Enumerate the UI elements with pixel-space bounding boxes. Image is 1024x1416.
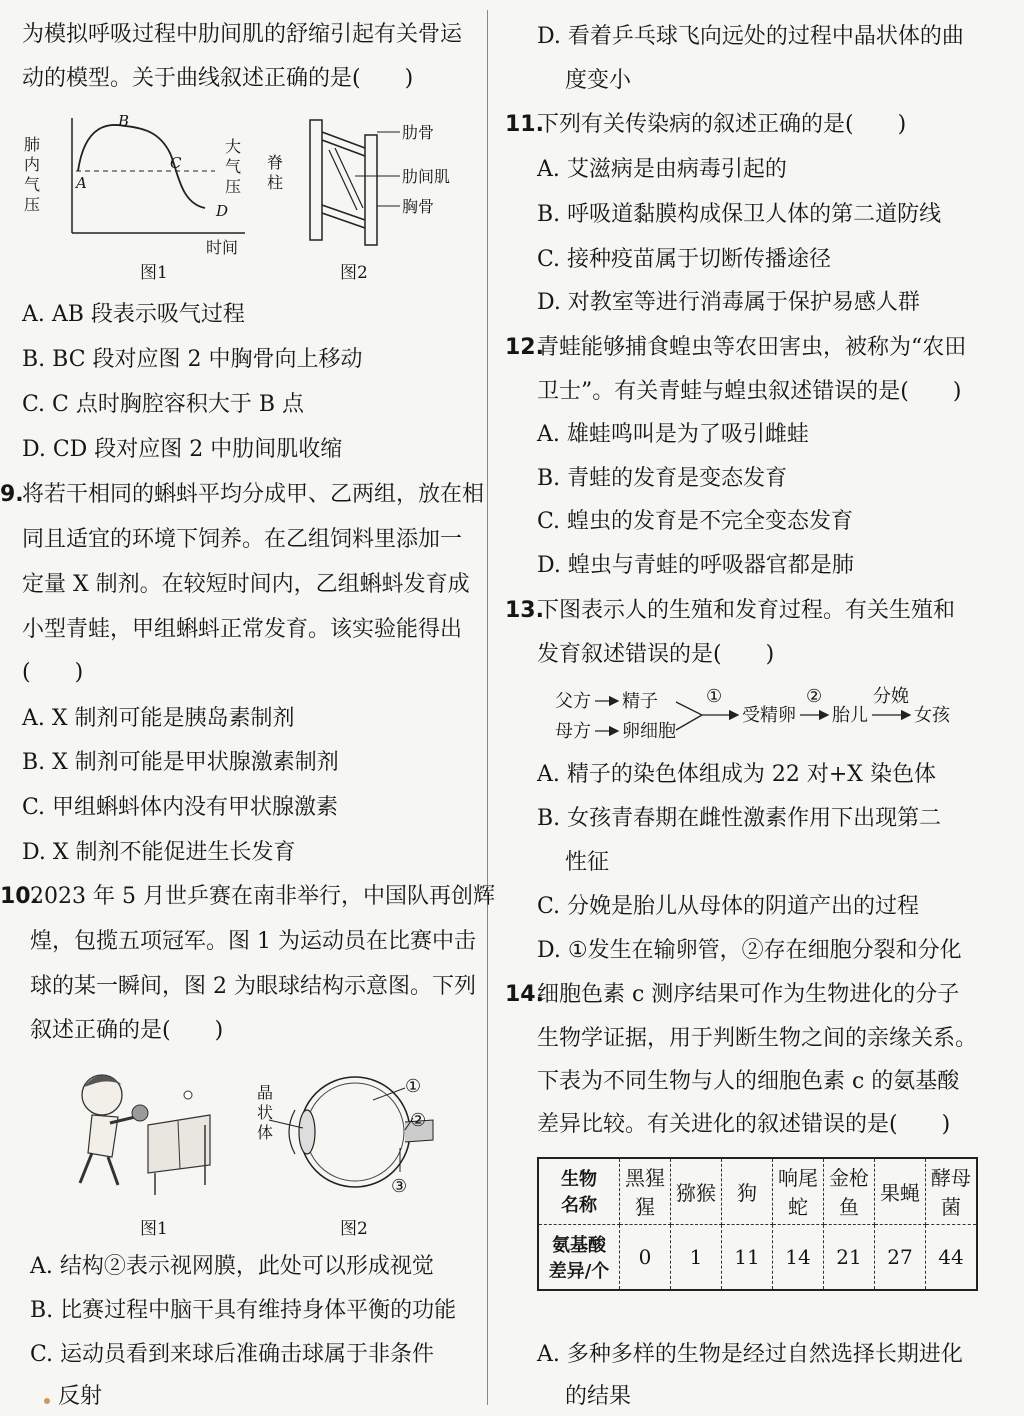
header-organism-line2: 名称 [561,1195,597,1217]
organism-2-l1: 狗 [737,1180,757,1205]
q9-stem-line3: 定量 X 制剂。在较短时间内，乙组蝌蚪发育成 [22,572,470,597]
flow-birth: 分娩 [873,686,909,707]
table-cell-organism [875,1158,926,1224]
q10-stem-line2: 煌，包揽五项冠军。图 1 为运动员在比赛中击 [30,929,476,954]
table-cell-diff: 11 [722,1224,773,1290]
table-cell-organism [926,1158,978,1224]
q8-option-b: B. BC 段对应图 2 中胸骨向上移动 [22,347,363,372]
q8-figure2-rib-model [265,110,480,260]
q9-stem-line1: 将若干相同的蝌蚪平均分成甲、乙两组，放在相 [22,482,485,507]
q10-fig1-caption: 图1 [140,1219,168,1239]
fig1-point-d: D [216,202,229,220]
eye-marker-1: ① [405,1076,422,1097]
table-cell-diff: 1 [671,1224,722,1290]
fig1-atm-3: 压 [225,177,242,196]
table-header-organism [538,1158,620,1224]
q10-stem-line3: 球的某一瞬间，图 2 为眼球结构示意图。下列 [30,974,476,999]
flow-fetus: 胎儿 [832,705,868,726]
fig2-rib-label: 肋骨 [402,123,435,142]
table-row-differences [538,1224,977,1290]
q13-number: 13. [505,598,544,623]
q14-option-a-line1: A. 多种多样的生物是经过自然选择长期进化 [537,1342,963,1367]
q13-option-b-line2: 性征 [565,850,610,875]
flow-egg: 卵细胞 [622,721,676,742]
q14-number: 14. [505,982,544,1007]
flow-father: 父方 [555,691,591,712]
table-cell-organism [620,1158,671,1224]
table-cell-organism [773,1158,824,1224]
organism-0-l2: 猩 [635,1195,655,1220]
fig1-ylabel-3: 气 [24,175,41,194]
flow-mother: 母方 [555,721,591,742]
fig1-point-c: C [170,154,182,172]
q8-option-d: D. CD 段对应图 2 中肋间肌收缩 [22,437,343,462]
q11-option-c: C. 接种疫苗属于切断传播途径 [537,247,832,272]
fig1-ylabel-2: 内 [24,155,41,174]
q9-stem-line5: ( ) [22,660,84,685]
organism-0-l1: 黑猩 [625,1166,665,1191]
flow-step1: ① [706,686,723,707]
q13-stem-line2: 发育叙述错误的是( ) [537,642,775,667]
q10-stem-line4: 叙述正确的是( ) [30,1018,224,1043]
header-diff-line1: 氨基酸 [552,1234,606,1256]
eye-lens-label-3: 体 [257,1123,274,1142]
q12-option-d: D. 蝗虫与青蛙的呼吸器官都是肺 [537,553,854,578]
table-cell-diff: 0 [620,1224,671,1290]
organism-6-l2: 菌 [941,1195,961,1220]
header-diff-line2: 差异/个 [548,1260,610,1282]
fig1-ylabel-1: 肺 [24,135,41,154]
fig1-atm-2: 气 [225,157,242,176]
table-cell-diff: 27 [875,1224,926,1290]
organism-3-l2: 蛇 [788,1195,808,1220]
q9-option-d: D. X 制剂不能促进生长发育 [22,840,296,865]
q9-stem-line2: 同且适宜的环境下饲养。在乙组饲料里添加一 [22,527,463,552]
table-cell-organism [722,1158,773,1224]
flow-girl: 女孩 [914,705,950,726]
q8-option-a: A. AB 段表示吸气过程 [22,302,245,327]
q10-option-c-line1: C. 运动员看到来球后准确击球属于非条件 [30,1342,435,1367]
eye-marker-2: ② [410,1110,427,1131]
q10-figure1-player [70,1065,220,1200]
organism-1-l1: 猕猴 [676,1180,716,1205]
column-divider [487,10,488,1405]
organism-4-l2: 鱼 [839,1195,859,1220]
q10-fig2-caption: 图2 [340,1219,368,1239]
q11-option-b: B. 呼吸道黏膜构成保卫人体的第二道防线 [537,202,942,227]
q8-stem-line1: 为模拟呼吸过程中肋间肌的舒缩引起有关骨运 [22,22,463,47]
cytochrome-c-table [537,1157,978,1291]
q8-option-c: C. C 点时胸腔容积大于 B 点 [22,392,305,417]
q9-stem-line4: 小型青蛙，甲组蝌蚪正常发育。该实验能得出 [22,617,463,642]
organism-4-l1: 金枪 [829,1166,869,1191]
q13-stem-line1: 下图表示人的生殖和发育过程。有关生殖和 [537,598,956,623]
q8-fig2-caption: 图2 [340,263,368,283]
q11-number: 11. [505,112,544,137]
organism-6-l1: 酵母 [931,1166,971,1191]
table-cell-diff: 21 [824,1224,875,1290]
table-header-difference [538,1224,620,1290]
q9-number: 9. [0,482,24,507]
table-cell-organism [824,1158,875,1224]
eye-lens-label-2: 状 [257,1103,274,1122]
q12-option-a: A. 雄蛙鸣叫是为了吸引雌蛙 [537,422,809,447]
q10-option-c-line2: 反射 [58,1384,103,1409]
eye-marker-3: ③ [391,1176,408,1197]
fig1-point-b: B [118,112,130,130]
flow-zygote: 受精卵 [742,705,796,726]
q9-option-a: A. X 制剂可能是胰岛素制剂 [22,706,295,731]
q13-option-a: A. 精子的染色体组成为 22 对+X 染色体 [537,762,936,787]
q13-reproduction-flowchart [550,680,970,748]
q10-option-d-line2: 度变小 [565,68,632,93]
fig2-sternum-label: 胸骨 [402,197,435,216]
q12-number: 12. [505,335,544,360]
q9-option-c: C. 甲组蝌蚪体内没有甲状腺激素 [22,795,339,820]
table-cell-diff: 44 [926,1224,978,1290]
q10-option-a: A. 结构②表示视网膜，此处可以形成视觉 [30,1254,434,1279]
q10-option-b: B. 比赛过程中脑干具有维持身体平衡的功能 [30,1298,457,1323]
q9-option-b: B. X 制剂可能是甲状腺激素制剂 [22,750,339,775]
fig2-spine-2: 柱 [267,173,284,192]
q11-option-d: D. 对教室等进行消毒属于保护易感人群 [537,290,920,315]
table-cell-organism [671,1158,722,1224]
bullet-dot [44,1398,50,1404]
q12-stem-line1: 青蛙能够捕食蝗虫等农田害虫，被称为“农田 [537,335,967,360]
q14-stem-line3: 下表为不同生物与人的细胞色素 c 的氨基酸 [537,1069,960,1094]
q11-option-a: A. 艾滋病是由病毒引起的 [537,157,787,182]
fig1-atm-1: 大 [225,137,242,156]
flow-sperm: 精子 [622,691,658,712]
fig1-point-a: A [76,174,87,192]
q13-option-d: D. ①发生在输卵管，②存在细胞分裂和分化 [537,938,962,963]
q13-option-b-line1: B. 女孩青春期在雌性激素作用下出现第二 [537,806,942,831]
table-cell-diff: 14 [773,1224,824,1290]
fig1-xlabel: 时间 [206,238,239,257]
fig2-spine-1: 脊 [267,153,284,172]
q12-option-c: C. 蝗虫的发育是不完全变态发育 [537,509,854,534]
eye-lens-label-1: 晶 [257,1083,274,1102]
fig2-intercostal-label: 肋间肌 [402,167,451,186]
q13-option-c: C. 分娩是胎儿从母体的阴道产出的过程 [537,894,920,919]
q8-stem-line2: 动的模型。关于曲线叙述正确的是( ) [22,66,414,91]
header-organism-line1: 生物 [561,1169,597,1191]
q14-stem-line4: 差异比较。有关进化的叙述错误的是( ) [537,1112,951,1137]
q14-stem-line2: 生物学证据，用于判断生物之间的亲缘关系。 [537,1026,978,1051]
flow-step2: ② [806,686,823,707]
q10-stem-line1: 2023 年 5 月世乒赛在南非举行，中国队再创辉 [30,884,495,909]
q14-option-a-line2: 的结果 [565,1384,632,1409]
table-row-organisms [538,1158,977,1224]
q12-stem-line2: 卫士”。有关青蛙与蝗虫叙述错误的是( ) [537,379,962,404]
q11-stem: 下列有关传染病的叙述正确的是( ) [537,112,907,137]
organism-3-l1: 响尾 [778,1166,818,1191]
q12-option-b: B. 青蛙的发育是变态发育 [537,466,788,491]
q14-stem-line1: 细胞色素 c 测序结果可作为生物进化的分子 [537,982,960,1007]
q8-fig1-caption: 图1 [140,263,168,283]
fig1-ylabel-4: 压 [24,195,41,214]
q10-option-d-line1: D. 看着乒乓球飞向远处的过程中晶状体的曲 [537,24,964,49]
organism-5-l1: 果蝇 [880,1180,920,1205]
q10-number: 10. [0,884,39,909]
q10-figure2-eyeball [255,1070,445,1205]
